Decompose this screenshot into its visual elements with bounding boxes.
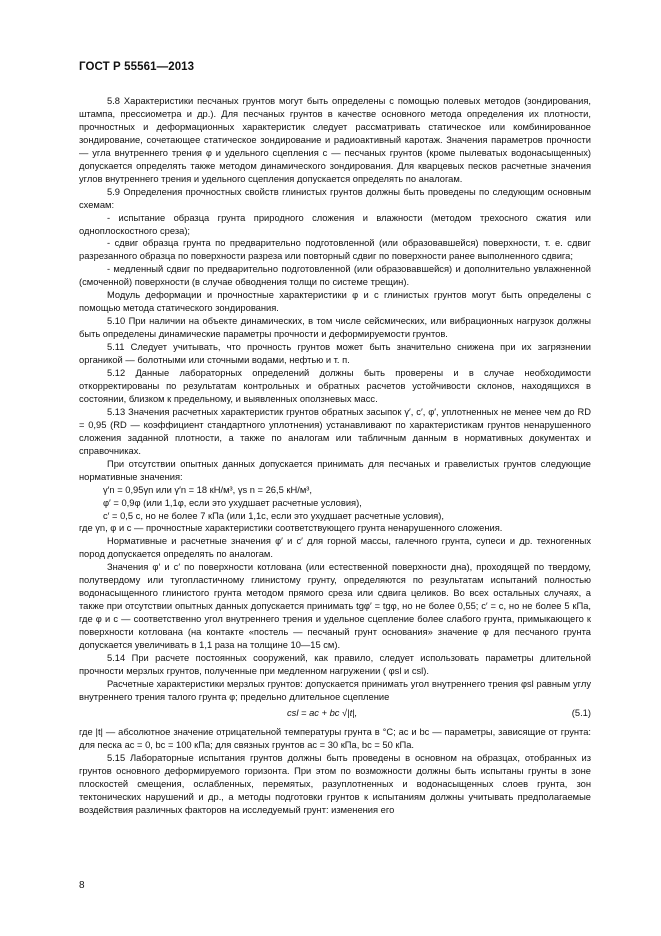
list-item-shear-prepared-surface: - сдвиг образца грунта по предварительно подготовленной (или образовавшейся) поверхности, т. е. сдвиг разрезанного образца по поверхности разреза или повторный сдвиг по поверхности ранее выполненного сдвига; [79,238,591,262]
paragraph-normative-values-intro: При отсутствии опытных данных допускается принимать для песчаных и гравелистых грунтов следующие нормативные значения: [79,458,591,482]
list-item-slow-shear: - медленный сдвиг по предварительно подготовленной (или образовавшейся) и дополнительно увлажненной (смоченной) поверхности (в случае обводнения толщи по системе трещин). [79,264,591,288]
paragraph-5-8: 5.8 Характеристики песчаных грунтов могут быть определены с помощью полевых методов (зондирования, штампа, прессиометра и др.). Для песчаных грунтов в качестве основного метода определения их плотности, прочностных и деформационных характеристик следует рассматривать статическое или комбинированное зондирование, сочетающее статическое зондирование и радиоактивный каротаж. Значения параметров прочности — угла внутреннего трения φ и удельного сцепления с — песчаных грунтов (кроме пылеватых водонасыщенных) допускается определять также методом динамического зондирования. Для кварцевых песков расчетные значения углов внутреннего трения и удельного сцепления допускается определять по аналогам. [79,96,591,184]
document-header: ГОСТ Р 55561—2013 [79,61,195,73]
paragraph-5-12: 5.12 Данные лабораторных определений должны быть проверены и в случае необходимости откорректированы по результатам контрольных и обратных расчетов устойчивости склонов, находящихся в состоянии, близком к предельному, и выявленных оползневых масс. [79,368,591,404]
paragraph-5-14: 5.14 При расчете постоянных сооружений, как правило, следует использовать параметры длительной прочности мерзлых грунтов, полученные при медленном нагружении ( φsl и csl). [79,652,591,676]
formula-line-gamma: γ′n = 0,95γn или γ′n = 18 кН/м³, γs n = 26,5 кН/м³, [103,484,312,495]
paragraph-where-definition: где γn, φ и с — прочностные характеристики соответствующего грунта ненарушенного сложения. [79,523,503,534]
paragraph-frozen-soil-characteristics: Расчетные характеристики мерзлых грунтов: допускается принимать угол внутреннего трения φsl равным углу внутреннего трения талого грунта φ; предельно длительное сцепление [79,678,591,702]
paragraph-5-15: 5.15 Лабораторные испытания грунтов должны быть проведены в основном на образцах, отобранных из грунтов основного деформируемого горизонта. При этом по возможности должны быть испытаны грунты в зоне плоскостей смещения, ослабленных, перемятых, разуплотненных и водонасыщенных слоев грунта, зон тектонических нарушений и др., а методы подготовки грунтов к испытаниям должны учитывать предполагаемые воздействия различных факторов на исследуемый грунт: изменения его [79,752,591,815]
list-item-triaxial-test: - испытание образца грунта природного сложения и влажности (методом трехосного сжатия или одноплоскостного среза); [79,212,591,236]
paragraph-deformation-modulus: Модуль деформации и прочностные характеристики φ и с глинистых грунтов могут быть определены с помощью метода статического зондирования. [79,290,591,314]
paragraph-5-13: 5.13 Значения расчетных характеристик грунтов обратных засыпок γ′, с′, φ′, уплотненных не менее чем до RD = 0,95 (RD — коэффициент стандартного уплотнения) устанавливают по характеристикам грунтов ненарушенного сложения заданной плотности, а также по аналогам или табличным данным в нормативных документах и справочниках. [79,406,591,456]
equation-formula: csl = ac + bc √|t|, [287,707,358,718]
paragraph-5-9: 5.9 Определения прочностных свойств глинистых грунтов должны быть проведены по следующим основным схемам: [79,186,591,210]
equation-number: (5.1) [571,707,591,718]
formula-line-phi: φ′ = 0,9φ (или 1,1φ, если это ухудшает расчетные условия), [103,497,362,508]
paragraph-equation-where: где |t| — абсолютное значение отрицательной температуры грунта в °С; ac и bc — параметры, зависящие от грунта: для песка ac = 0, bc = 100 кПа; для связных грунтов ac = 30 кПа, bc = 50 кПа. [79,726,591,750]
document-body [79,95,591,816]
paragraph-technogenic-rocks: Нормативные и расчетные значения φ′ и с′ для горной массы, галечного грунта, супеси и др. техногенных пород допускается определять по аналогам. [79,536,591,560]
paragraph-5-11: 5.11 Следует учитывать, что прочность грунтов может быть значительно снижена при их загрязнении органикой — болотными или сточными водами, нефтью и т. п. [79,342,591,366]
paragraph-5-10: 5.10 При наличии на объекте динамических, в том числе сейсмических, или вибрационных нагрузок должны быть определены динамические параметры прочности и деформируемости грунтов. [79,316,591,340]
equation-5-1 [79,707,591,721]
paragraph-pit-surface: Значения φ′ и с′ по поверхности котлована (или естественной поверхности дна), проходящей по твердому, полутвердому или тугопластичному глинистому грунту, определяются по результатам испытаний полностью водонасыщенного глинистого грунта методом прямого среза или сдвига целиков. Во всех остальных случаях, а также при отсутствии опытных данных допускается принимать tgφ′ = tgφ, но не более 0,55; с′ = с, но не более 5 кПа, где φ и с — соответственно угол внутреннего трения и удельное сцепление более слабого грунта, примыкающего к поверхности котлована (на контакте «постель — песчаный грунт основания» значение φ для песчаного грунта допускается увеличивать в 1,1 раза на толщине 10—15 см). [79,562,591,651]
formula-line-c: с′ = 0,5 с, но не более 7 кПа (или 1,1с, если это ухудшает расчетные условия), [103,510,444,521]
page-number: 8 [79,880,85,891]
